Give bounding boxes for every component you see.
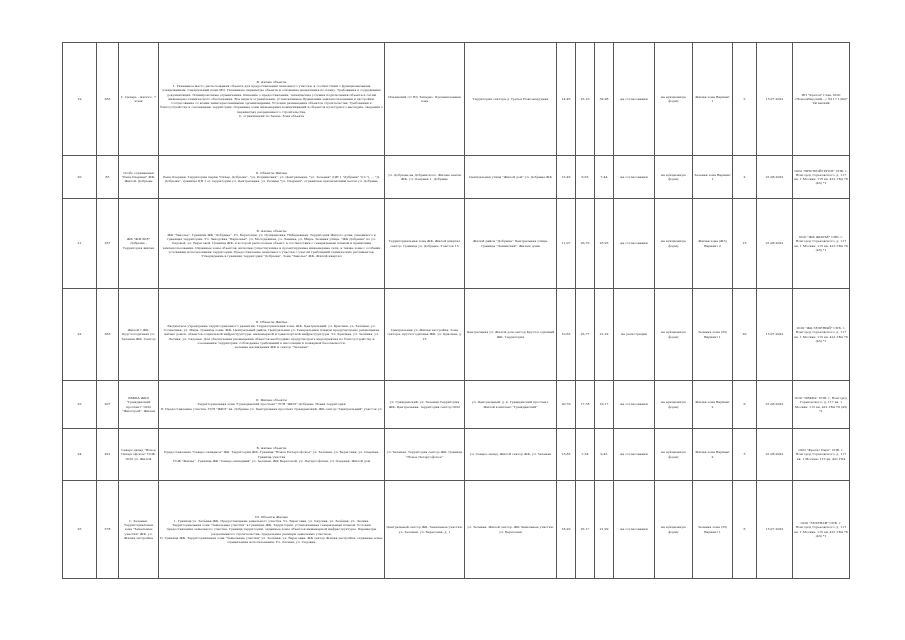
- object-address: ул. Добрыне на Добрынского. Жилые земли ЖК. ул. Озерная 1. Добрынь: [385, 156, 465, 199]
- value-1: 14,46: [557, 43, 576, 156]
- value-2: 17,78: [576, 381, 595, 429]
- object-address: Ильинский с/с Юг Западно. Промышленная зона: [385, 43, 465, 156]
- object-description: [159, 481, 385, 579]
- value-2: 7,34: [576, 429, 595, 481]
- description-title: II. Объекты Жилые: [255, 170, 288, 175]
- row-code: 263: [97, 289, 119, 381]
- table-row: [63, 289, 850, 381]
- object-description: [159, 429, 385, 481]
- description-text: ЖК "Заволье". Границы ЖК "Добрыне". Ул. Береговая, ул. Пушкинская, Набережная. Территория Жилого дома, указанного в границах территории. Ул. Заводская "Парковая", ул. Молодёжная, ул. Ленина, ул. Мира, Зелёная улица. "ЖК Добрыне" по ул. Садовой, ул. Береговой. Граница ЖК, в которой расположен объект, в соответствии с генеральным планом и правилами землепользования. Охранные зоны объектов, включая существующие и проектируемые инженерные сети, а также зоны с особыми условиями использования территории. Предоставление земельного участка с учетом требований технических регламентов.: [162, 232, 381, 254]
- date-cell: 15.07.2022: [757, 43, 793, 156]
- count-cell: 6: [733, 481, 757, 579]
- organization-cell: ООО "ИНСТРОЙГРУПП" СПБ. г. Новгород Горьковского, д. 117 кв. 1 Москва: 115 кв. 421.ГБ4 79 (43) *1: [793, 156, 850, 199]
- object-name: Г. Зеленая. Территориальная зона "Земельные участки" ЖК. ул. Жилая застройка: [119, 481, 159, 579]
- organization-cell: ООО "ОВКБА" СПБ. г. Новгород Горьковского, д. 117 кв. 1 Москва: 115 кв. 421.ГБ4 79 (43) *1: [793, 381, 850, 429]
- object-name: Особо охраняемая "Река Озерная" ЖК. Жилой. Добрыне: [119, 156, 159, 199]
- object-description: [159, 289, 385, 381]
- row-number: 23: [63, 381, 97, 429]
- object-address: Центральная ул. Жилая застройка. Зона сектора, круглогодичная ЖК. ул. Красная, д. 13: [385, 289, 465, 381]
- value-3: 19,17: [595, 381, 614, 429]
- table-row: [63, 429, 850, 481]
- value-2: 26,70: [576, 199, 595, 289]
- table-row: [63, 43, 850, 156]
- description-title: Б. жилые объекты: [256, 446, 287, 451]
- organization-cell: ИП "Кретов" Глав. ООО «Новосибирский...» №117 1(90)* Таганский: [793, 43, 850, 156]
- value-2: 25,77: [576, 289, 595, 381]
- value-3: 21,22: [595, 289, 614, 381]
- value-3: 32,98: [595, 43, 614, 156]
- description-text: Бюджетное учреждение территориального развития. Территориальная зона. ЖК. Центральный, ул. Красная, ул. Зелёная, ул. Солнечная, ул. Мира. Граница зоны: ЖК, Центральный район, Центральная ул. Генеральным планом предусмотрено размещение жилых домов, объектов социальной инфраструктуры, инженерной и транспортной инфраструктуры. Ул. Красная, ул. Зелёная, ул. Лесная, ул. Садовая. Для обеспечения размещения объектов необходимо предусмотреть мероприятия по благоустройству и озеленению территории, соблюдение требований к инсоляции и пожарной безопасности.: [163, 323, 380, 345]
- count-cell: 5: [733, 43, 757, 156]
- description-title: III. Объекты Жилые: [255, 514, 288, 519]
- procedure-type: на аукционную форму: [655, 43, 693, 156]
- status-cell: на согласовании: [614, 429, 655, 481]
- description-tail: ТСЖ "Жилье". Граница ЖК "Северо-западный" ул. Зелёная, ЖК Береговой, ул. Петергофская, ул. Озерная. Жилой дом: [172, 458, 371, 463]
- count-cell: 2: [733, 156, 757, 199]
- description-tail: С. ограничения по Земле. Зона объекта: [238, 113, 305, 118]
- object-description: [159, 43, 385, 156]
- table-row: [63, 381, 850, 429]
- zone-cell: Жилая зона (ЖЗ) Вариант 2: [693, 199, 733, 289]
- value-1: 20,79: [557, 381, 576, 429]
- date-cell: 01.08.2022: [757, 199, 793, 289]
- row-code: 278: [97, 481, 119, 579]
- description-title: II. Объекты Жилые: [255, 319, 288, 324]
- description-tail: II. Предоставление участка. ТСН "ЖИЛ" кв. Добрыне ул. Центральная проспект Гражданский, ЖК сектор "Центральный" участок ул.: [160, 406, 383, 411]
- object-name: Г. Цезарь - жилого. 7 этаж: [119, 43, 159, 156]
- object-name: ЖК "ЖИЛОЕ" Добрыне - Территория жилая: [119, 199, 159, 289]
- organization-cell: ООО "ЗЕЛЕНАЯ" СПБ. г. Новгород Горьковского, д. 117 кв. 1 Москва: 115 кв. 421.ГБ4 79 (43) *1: [793, 481, 850, 579]
- value-1: 13,83: [557, 429, 576, 481]
- object-name: ОВКБА ЖКО "Гражданский проспект" ООО "Жилстрой". Жилая: [119, 381, 159, 429]
- description-text: 1. Граница ул. Зелёная ЖК. Предоставление земельного участка. Ул. Береговая, ул. Садовая, ул. Зелёная, ул. Лесная. Территориальная зона "Земельные участки" в границах ЖК. Территория, установленная генеральным планом. Условия предоставления земельного участка. Граница территории, охранные зоны объектов инженерной инфраструктуры. Параметры разрешенного строительства, предельные размеры земельных участков.: [166, 518, 377, 536]
- procedure-type: на аукционную форму: [655, 481, 693, 579]
- zone-cell: Жилая зона Вариант 2: [693, 429, 733, 481]
- row-code: 263: [97, 43, 119, 156]
- zone-cell: Жилая зона Вариант 1: [693, 43, 733, 156]
- object-address: ул. Гражданский, ул. Зеленая Территория ЖК. Центральная, территория сектор ООО: [385, 381, 465, 429]
- value-3: 7,44: [595, 156, 614, 199]
- value-1: 13,46: [557, 156, 576, 199]
- description-text: Предоставление "Северо-западное" ЖК. Территория ЖК. Граница "Новое Петергофское" ул. Зелёная, ул. Береговая, ул. Озерная. Граница участка: [163, 450, 380, 459]
- row-code: 83: [97, 156, 119, 199]
- value-1: 18,29: [557, 481, 576, 579]
- description-tail: зеленые насаждения ЖК и сектор "Зеленая": [234, 345, 309, 349]
- registry-table: [62, 42, 850, 579]
- object-owner: ул. Зеленая. Жилой сектор. ЖК Земельные участки. ул. Береговая: [465, 481, 557, 579]
- table-row: [63, 156, 850, 199]
- description-tail: II. Граница ЖК. Территориальная зона "Земельные участки" ул. Зелёная, ул. Береговая, ЖК сектор Жилая застройка, охранные зоны, ограничения использования. Ул. Лесная, ул. Садовая.: [160, 535, 383, 544]
- count-cell: 20: [733, 289, 757, 381]
- object-owner: ул. Северо-запад. Жилой сектор ЖК, ул. Зеленая: [465, 429, 557, 481]
- object-owner: Центральная ул. Жилой дом сектор Круглогодичный ЖК. Территория: [465, 289, 557, 381]
- status-cell: на регистрации: [614, 289, 655, 381]
- description-tail: Утверждение в границах территории "Добрыне". Зона "Заволье" ЖК. Жилой квартал: [201, 254, 342, 258]
- count-cell: 3: [733, 429, 757, 481]
- description-title: В. жилые объекты: [256, 80, 287, 85]
- value-2: 25,17: [576, 481, 595, 579]
- status-cell: на согласовании: [614, 199, 655, 289]
- zone-cell: Зеленая зона Вариант 1: [693, 156, 733, 199]
- value-2: 6,03: [576, 156, 595, 199]
- object-name: Жилой с ЖК. Круглогодичная ул. Зеленая ЖК. Сектор: [119, 289, 159, 381]
- organization-cell: ООО "ЖК ЖИЛЬЁ" СПБ. г. Новгород Горьковского, д. 117 кв. 1 Москва: 115 кв. 421.ГБ4 79 (43) *1: [793, 199, 850, 289]
- date-cell: 15.07.2022: [757, 289, 793, 381]
- procedure-type: на аукционную форму: [655, 289, 693, 381]
- description-text: 1. Указанное место расположения объекта для предоставления земельного участка, в соответствии с функциональным зонированием. Генеральный план МО. Указанные параметры объекта и основание назначения по плану. Требования к содержанию документации. Планировочные ограничения. Решение о предоставлении, технические условия подключения объекта к сетям инженерно-технического обеспечения. Все виды и ограничения, установленные Правилами землепользования и застройки. Согласование со всеми заинтересованными организациями. Условия размещения объектов строительства. Требования к благоустройству и озеленению территории. Охранные зоны инженерных коммуникаций и объектов культурного наследия, сведения о параметрах разрешённого строительства.: [160, 84, 383, 114]
- row-number: 21: [63, 199, 97, 289]
- object-address: Центральный сектор ЖК. Земельные участки. ул. Зеленая, ул. Береговая, д. 1: [385, 481, 465, 579]
- object-description: [159, 199, 385, 289]
- description-text: Река Озерная. Территория парка "Сквер. Добрынь", "ул. Родниковая", ул. Центральная, "ул. Зеленая" (ЦН 1 "Дубрава" "пл."), ... "Д. Добрынь", границы ЦН 1 от территории ул. Центральная, ул. Речная "ул. Озерная", ограничен прилегающим лесом ул. Добрынь: [163, 174, 380, 184]
- zone-cell: Зеленая зона (ЗЗ) Вариант 1: [693, 481, 733, 579]
- organization-cell: ООО "ЖК ЗЕЛЕНЫЙ" СПБ. г. Новгород Горьковского, д. 117 кв. 1 Москва: 115 кв. 421.ГБ4 79 (43) *1: [793, 289, 850, 381]
- row-number: 24: [63, 429, 97, 481]
- row-number: 22: [63, 289, 97, 381]
- status-cell: на согласовании: [614, 43, 655, 156]
- status-cell: на согласовании: [614, 481, 655, 579]
- row-code: 291: [97, 429, 119, 481]
- procedure-type: на аукционную форму: [655, 429, 693, 481]
- row-number: 20: [63, 156, 97, 199]
- date-cell: 15.07.2022: [757, 481, 793, 579]
- zone-cell: Зеленая зона (ЗЗ) Вариант 1: [693, 289, 733, 381]
- object-owner: ул. Центральный. д. 4. Гражданский проспект. Жилой комплекс "Гражданский": [465, 381, 557, 429]
- value-3: 9,45: [595, 429, 614, 481]
- object-description: [159, 156, 385, 199]
- object-name: Северо-запад "Новое Петергофское" ТСЖ. ООО ул. Жилой: [119, 429, 159, 481]
- date-cell: 01.08.2022: [757, 381, 793, 429]
- description-text: Территориальная зона "Гражданский проспект" ТСН "ЖИЛ"-Добрыне. Новая территория: [197, 402, 346, 407]
- procedure-type: на аукционную форму: [655, 156, 693, 199]
- procedure-type: на аукционную форму: [655, 199, 693, 289]
- object-description: [159, 381, 385, 429]
- value-1: 11,07: [557, 199, 576, 289]
- row-number: 25: [63, 481, 97, 579]
- object-owner: Центральная улица "Жилой дом" ул. Добрыне ЖК: [465, 156, 557, 199]
- value-1: 10,63: [557, 289, 576, 381]
- table-row: [63, 199, 850, 289]
- object-owner: Жилой район "Добрыне" Центральная улица. Граница "Ленинская". Жилые дома: [465, 199, 557, 289]
- row-code: 207: [97, 381, 119, 429]
- count-cell: 13: [733, 199, 757, 289]
- date-cell: 01.08.2022: [757, 156, 793, 199]
- status-cell: на согласовании: [614, 156, 655, 199]
- object-address: ул. Зеленая. Территория сектор ЖК. Граница "Новое Петергофское": [385, 429, 465, 481]
- zone-cell: Жилая зона Вариант 2: [693, 381, 733, 429]
- value-3: 21,99: [595, 481, 614, 579]
- organization-cell: ООО "Фрегат Парк" СПБ. г. Новгород Горьковского, д. 117 кв. 1 Москва: 115 кв. 421.ГБ4: [793, 429, 850, 481]
- count-cell: 6: [733, 381, 757, 429]
- description-title: Б. жилые объекты: [256, 228, 287, 233]
- row-number: 19: [63, 43, 97, 156]
- status-cell: на согласовании: [614, 381, 655, 429]
- procedure-type: на аукционную форму: [655, 381, 693, 429]
- object-address: Территориальная зона ЖК. Жилой квартал сектор. Граница ул. Добрыне. Участок 15: [385, 199, 465, 289]
- description-title: II. Жилые объекты: [256, 398, 287, 403]
- object-owner: Территория сектора д. Третья Новозапрудная: [465, 43, 557, 156]
- date-cell: 01.08.2022: [757, 429, 793, 481]
- row-code: 237: [97, 199, 119, 289]
- value-3: 23,93: [595, 199, 614, 289]
- table-row: [63, 481, 850, 579]
- value-2: 23,10: [576, 43, 595, 156]
